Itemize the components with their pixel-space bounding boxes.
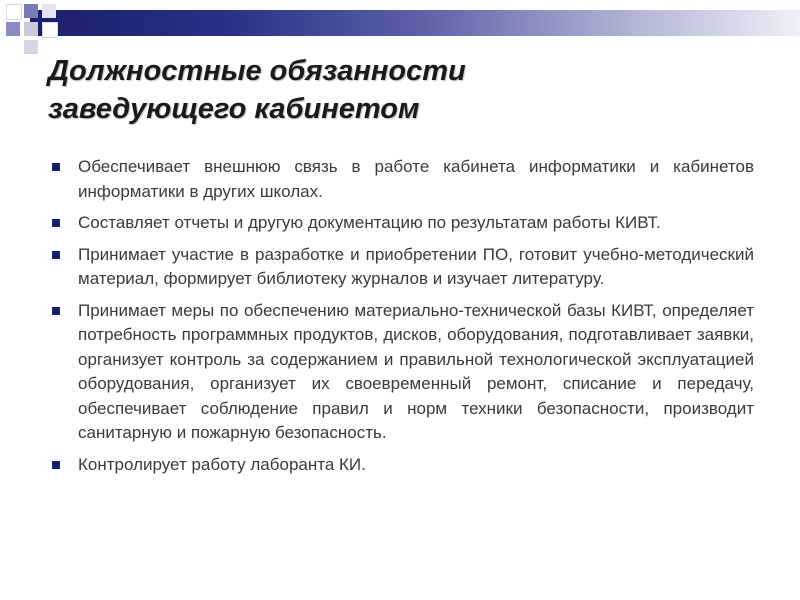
square-bullet-icon	[52, 219, 60, 227]
square-bullet-icon	[52, 307, 60, 315]
square-bullet-icon	[52, 251, 60, 259]
list-item	[48, 211, 754, 236]
slide-title-line: Должностные обязанности	[48, 55, 466, 87]
list-item	[48, 453, 754, 478]
list-item-text: Составляет отчеты и другую документацию по результатам работы КИВТ.	[78, 213, 661, 232]
list-item-text: Обеспечивает внешнюю связь в работе кабинета информатики и кабинетов информатики в других школах.	[78, 157, 754, 201]
decor-square	[24, 4, 38, 18]
duties-list	[48, 155, 754, 484]
decor-square	[6, 4, 22, 20]
list-item	[48, 299, 754, 446]
list-item-text: Принимает участие в разработке и приобретении ПО, готовит учебно-методический материал, формирует библиотеку журналов и изучает литературу.	[78, 244, 754, 288]
decor-square	[24, 22, 38, 36]
decor-square	[42, 4, 56, 18]
square-bullet-icon	[52, 461, 60, 469]
slide-title-line: заведующего кабинетом	[48, 93, 420, 125]
decor-square	[24, 40, 38, 54]
list-item-text: Контролирует работу лаборанта КИ.	[78, 454, 366, 474]
decor-square	[42, 22, 58, 38]
list-item-text: Принимает меры по обеспечению материально-технической базы КИВТ, определяет потребность программных продуктов, дисков, оборудования, подготавливает заявки, организует контроль за содержанием и правильной технологической эксплуатацией оборудования, организует их своевременный ремонт, списание и передачу, обеспечивает соблюдение правил и норм техники безопасности, производит санитарную и пожарную безопасность.	[78, 300, 754, 442]
slide-title	[48, 52, 768, 128]
square-bullet-icon	[52, 163, 60, 171]
list-item	[48, 155, 754, 204]
list-item	[48, 243, 754, 292]
decor-square	[6, 22, 20, 36]
header-gradient-bar	[30, 10, 800, 36]
